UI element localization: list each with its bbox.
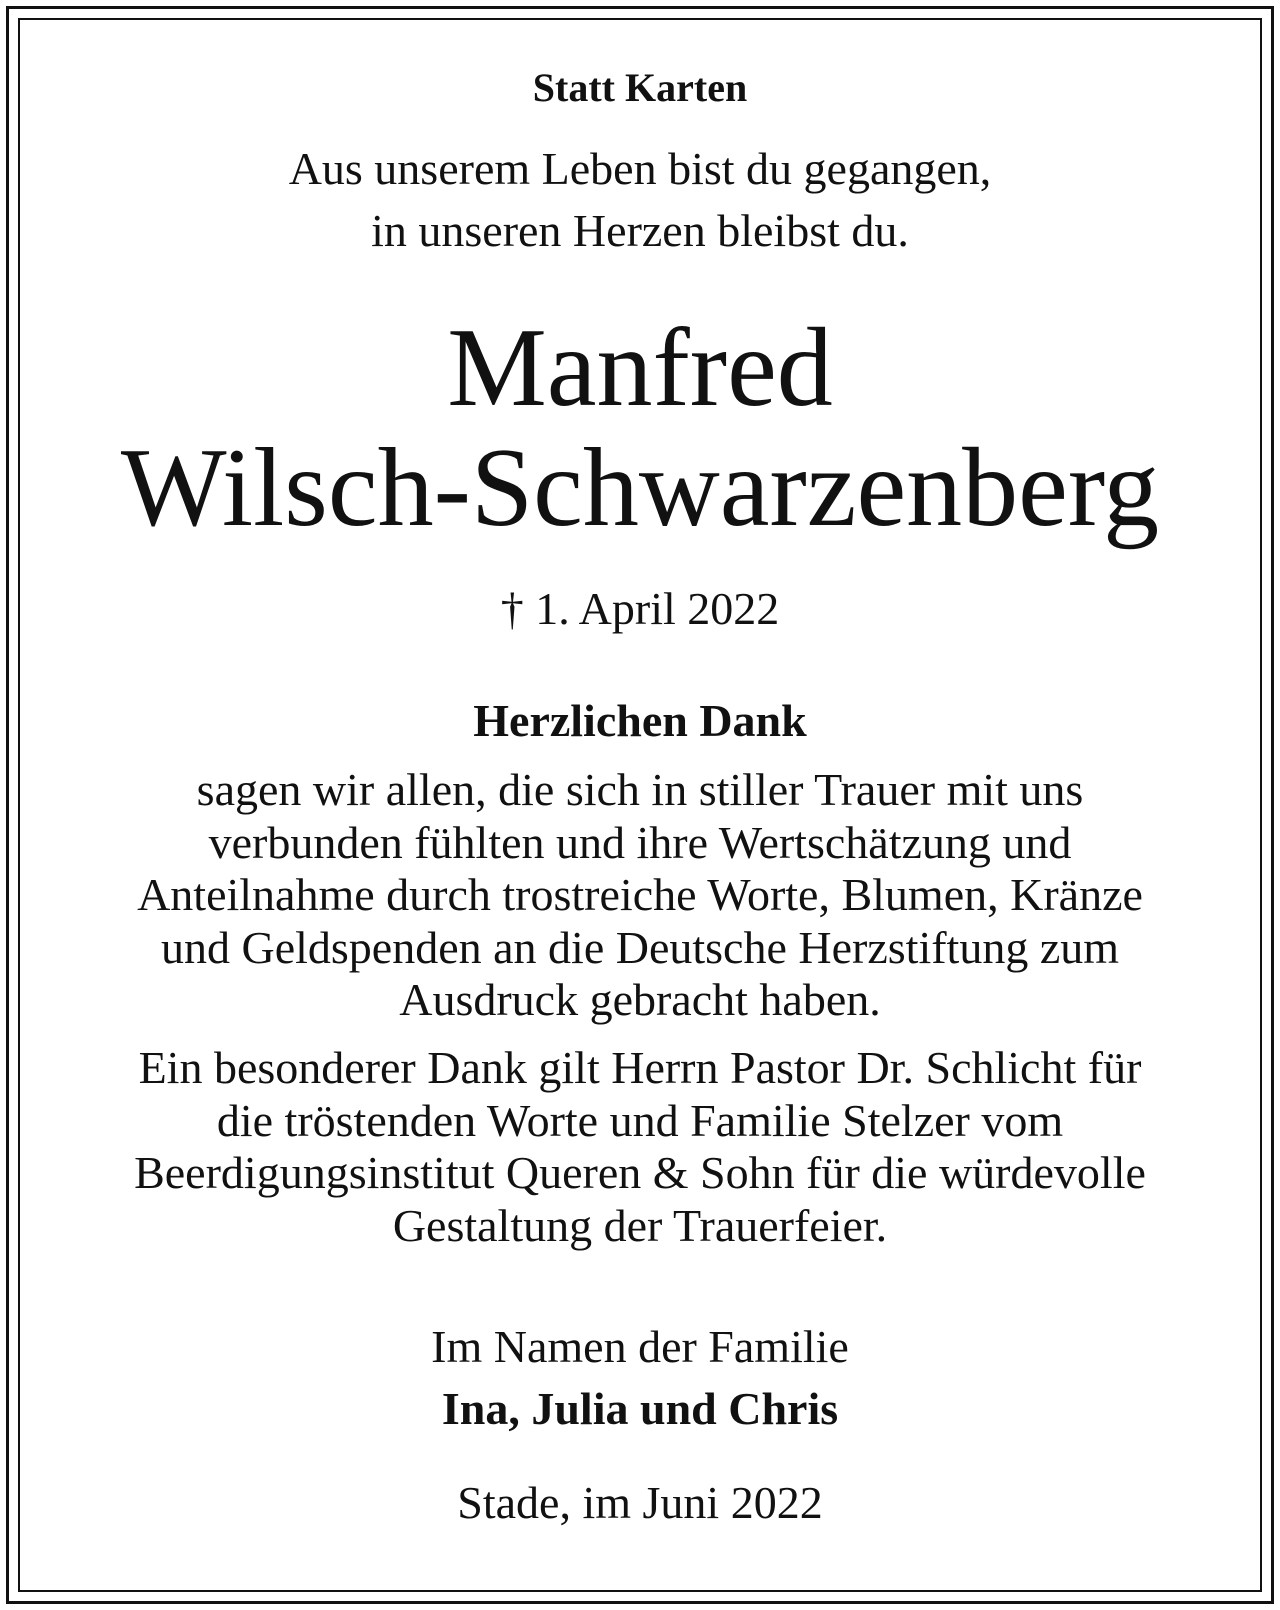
motto-line-2: in unseren Herzen bleibst du. xyxy=(371,205,909,256)
deceased-last-name: Wilsch-Schwarzenberg xyxy=(120,426,1160,550)
special-thanks-line: Gestaltung der Trauerfeier. xyxy=(392,1199,888,1251)
deceased-first-name: Manfred xyxy=(447,306,833,430)
thanks-title: Herzlichen Dank xyxy=(473,695,807,746)
thanks-paragraph-line: Ausdruck gebracht haben. xyxy=(399,974,881,1025)
thanks-paragraph-line: Anteilnahme durch trostreiche Worte, Blumen, Kränze xyxy=(137,869,1143,920)
special-thanks-paragraph xyxy=(20,1042,1260,1252)
thanks-paragraph-line: sagen wir allen, die sich in stiller Trauer mit uns xyxy=(196,764,1084,815)
place-date: Stade, im Juni 2022 xyxy=(457,1477,823,1528)
obituary-notice xyxy=(20,20,1260,1590)
special-thanks-line: die tröstenden Worte und Familie Stelzer vom xyxy=(216,1094,1064,1146)
family-names: Ina, Julia und Chris xyxy=(441,1383,839,1434)
death-date: † 1. April 2022 xyxy=(500,583,780,634)
motto-line-1: Aus unserem Leben bist du gegangen, xyxy=(288,143,992,194)
thanks-paragraph xyxy=(20,764,1260,1027)
thanks-paragraph-line: und Geldspenden an die Deutsche Herzstiftung zum xyxy=(160,921,1120,973)
family-label: Im Namen der Familie xyxy=(431,1321,849,1372)
thanks-paragraph-line: verbunden fühlten und ihre Wertschätzung und xyxy=(208,816,1072,868)
header-label: Statt Karten xyxy=(532,65,748,110)
special-thanks-line: Beerdigungsinstitut Queren & Sohn für die würdevolle xyxy=(134,1147,1146,1198)
special-thanks-line: Ein besonderer Dank gilt Herrn Pastor Dr. Schlicht für xyxy=(138,1042,1142,1093)
